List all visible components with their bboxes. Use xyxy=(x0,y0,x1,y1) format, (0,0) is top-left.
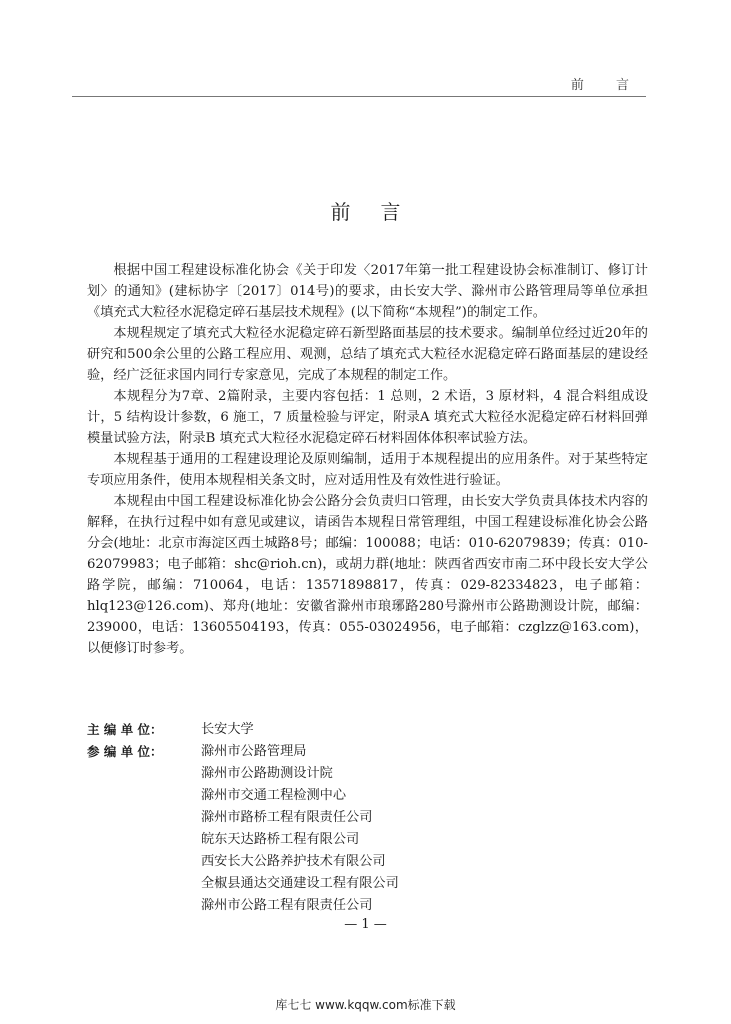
participating-unit: 西安长大公路养护技术有限公司 xyxy=(201,854,386,869)
page-number: — 1 — xyxy=(344,917,387,932)
chief-unit-name: 长安大学 xyxy=(201,722,254,737)
chief-unit-row xyxy=(87,719,648,741)
preface-body xyxy=(87,260,648,659)
paragraph-2: 本规程规定了填充式大粒径水泥稳定碎石新型路面基层的技术要求。编制单位经过近20年的研究和500余公里的公路工程应用、观测，总结了填充式大粒径水泥稳定碎石路面基层的建设经验，经广泛征求国内同行专家意见，完成了本规程的制定工作。 xyxy=(87,326,648,383)
participating-unit: 全椒县通达交通建设工程有限公司 xyxy=(201,876,399,891)
participating-unit: 滁州市公路管理局 xyxy=(201,744,307,759)
chief-unit-label: 主 编 单 位： xyxy=(87,722,163,737)
participating-unit: 滁州市公路勘测设计院 xyxy=(201,766,333,781)
participating-units-row xyxy=(87,741,648,917)
page-title: 前言 xyxy=(330,200,431,224)
header-rule xyxy=(72,96,646,97)
participating-unit: 滁州市路桥工程有限责任公司 xyxy=(201,810,373,825)
paragraph-1: 根据中国工程建设标准化协会《关于印发〈2017年第一批工程建设协会标准制订、修订计划〉的通知》(建标协字〔2017〕014号)的要求，由长安大学、滁州市公路管理局等单位承担《填充式大粒径水泥稳定碎石基层技术规程》(以下简称“本规程”)的制定工作。 xyxy=(87,263,648,320)
participating-units-list xyxy=(201,741,399,917)
paragraph-3: 本规程分为7章、2篇附录，主要内容包括：1 总则，2 术语，3 原材料，4 混合料组成设计，5 结构设计参数，6 施工，7 质量检验与评定，附录A 填充式大粒径水泥稳定碎石材料回弹模量试验方法，附录B 填充式大粒径水泥稳定碎石材料固体体积率试验方法。 xyxy=(87,389,648,446)
paragraph-4: 本规程基于通用的工程建设理论及原则编制，适用于本规程提出的应用条件。对于某些特定专项应用条件，使用本规程相关条文时，应对适用性及有效性进行验证。 xyxy=(87,452,648,488)
drafting-units xyxy=(87,719,648,917)
participating-unit: 滁州市交通工程检测中心 xyxy=(201,788,347,803)
paragraph-5: 本规程由中国工程建设标准化协会公路分会负责归口管理，由长安大学负责具体技术内容的解释，在执行过程中如有意见或建议，请函告本规程日常管理组，中国工程建设标准化协会公路分会(地址：北京市海淀区西土城路8号；邮编：100088；电话：010-62079839；传真：010-62079983；电子邮箱：shc@rioh.cn)，或胡力群(地址：陕西省西安市南二环中段长安大学公路学院，邮编：710064，电话：13571898817，传真：029-82334823，电子邮箱：hlq123@126.com)、郑舟(地址：安徽省滁州市琅琊路280号滁州市公路勘测设计院，邮编：239000，电话：13605504193，传真：055-03024956，电子邮箱：czglzz@163.com)，以便修订时参考。 xyxy=(87,494,648,656)
participating-units-label: 参 编 单 位： xyxy=(87,744,163,759)
participating-unit: 滁州市公路工程有限责任公司 xyxy=(201,898,373,913)
footer-watermark: 库七七 www.kqqw.com标准下载 xyxy=(275,998,456,1012)
running-head: 前 言 xyxy=(570,78,643,93)
participating-unit: 皖东天达路桥工程有限公司 xyxy=(201,832,360,847)
